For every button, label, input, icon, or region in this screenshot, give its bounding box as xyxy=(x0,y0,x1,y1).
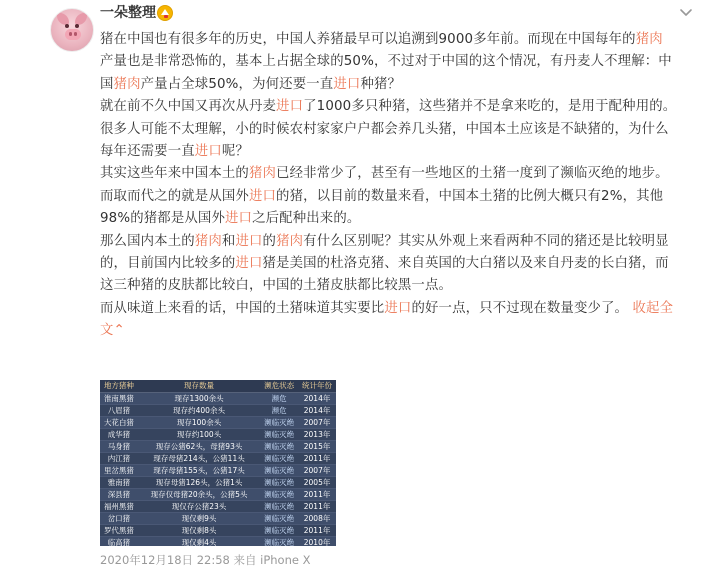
table-cell: 内江猪 xyxy=(100,452,138,464)
table-cell: 现仅剩9头 xyxy=(138,512,260,524)
table-cell: 2014年 xyxy=(298,404,336,416)
table-cell: 2011年 xyxy=(298,452,336,464)
table-row xyxy=(100,416,336,428)
table-cell: 雅南猪 xyxy=(100,476,138,488)
text-segment: 和 xyxy=(221,233,236,249)
table-cell: 2005年 xyxy=(298,476,336,488)
post-meta: 2020年12月18日 22:58 来自 iPhone X xyxy=(100,553,311,567)
text-segment: 这三种猪的皮肤都比较白，中国的土猪皮肤都比较黑一点。 xyxy=(100,278,453,294)
table-row xyxy=(100,476,336,488)
table-cell: 成华猪 xyxy=(100,428,138,440)
table-cell: 濒危 xyxy=(260,404,298,416)
pig-snout xyxy=(65,29,81,40)
text-segment: 很多人可能不太理解，小的时候农村家家户户都会养几头猪，中国本土应该是不缺猪的，为什么 xyxy=(100,121,669,137)
table-cell: 2011年 xyxy=(298,488,336,500)
vip-crown-icon xyxy=(157,5,173,21)
table-cell: 现仅剩4头 xyxy=(138,536,260,546)
table-cell: 岔口猪 xyxy=(100,512,138,524)
table-cell: 濒临灭绝 xyxy=(260,464,298,476)
text-line xyxy=(100,186,700,208)
table-cell: 濒临灭绝 xyxy=(260,488,298,500)
text-line xyxy=(100,74,700,96)
table-cell: 濒临灭绝 xyxy=(260,440,298,452)
table-cell: 里岔黑猪 xyxy=(100,464,138,476)
table-cell: 现仅存公猪23头 xyxy=(138,500,260,512)
table-row xyxy=(100,512,336,524)
table-cell: 现存1300余头 xyxy=(138,392,260,404)
table-cell: 濒临灭绝 xyxy=(260,512,298,524)
text-segment: 国 xyxy=(100,76,114,92)
table-cell: 2008年 xyxy=(298,512,336,524)
table-row xyxy=(100,488,336,500)
table-cell: 2007年 xyxy=(298,416,336,428)
text-segment: 的 xyxy=(262,233,277,249)
table-cell: 现存母猪126头，公猪1头 xyxy=(138,476,260,488)
table-cell: 福州黑猪 xyxy=(100,500,138,512)
keyword-link[interactable]: 进口 xyxy=(225,211,253,227)
table-row xyxy=(100,428,336,440)
keyword-link[interactable]: 猪肉 xyxy=(635,32,663,47)
chevron-down-icon[interactable] xyxy=(678,4,694,20)
table-cell: 淮南黑猪 xyxy=(100,392,138,404)
text-segment: 之后配种出来的。 xyxy=(252,211,361,227)
table-cell: 2011年 xyxy=(298,524,336,536)
table-row xyxy=(100,392,336,404)
keyword-link[interactable]: 进口 xyxy=(333,76,361,92)
pig-eye-right xyxy=(75,24,79,28)
keyword-link[interactable]: 进口 xyxy=(248,188,277,204)
pig-eye-left xyxy=(65,24,69,28)
text-segment: 了1000多只种猪，这些猪并不是拿来吃的，是用于配种用的。 xyxy=(303,99,677,115)
text-line xyxy=(100,96,700,118)
post-image-thumbnail[interactable] xyxy=(100,380,336,546)
table-row xyxy=(100,452,336,464)
text-segment: 产量也是非常恐怖的，基本上占据全球的50%，不过对于中国的这个情况，有丹麦人不理解：中 xyxy=(100,54,672,70)
text-line xyxy=(100,231,700,253)
text-line xyxy=(100,298,700,320)
table-cell: 现仅剩8头 xyxy=(138,524,260,536)
table-cell: 濒临灭绝 xyxy=(260,476,298,488)
table-cell: 濒临灭绝 xyxy=(260,536,298,546)
text-line xyxy=(100,163,700,185)
text-segment: 有什么区别呢？其实从外观上来看两种不同的猪还是比较明显 xyxy=(303,233,669,249)
table-header-row xyxy=(100,380,336,392)
text-segment: 而从味道上来看的话，中国的土猪味道其实要比 xyxy=(100,300,385,316)
text-segment: 的猪，以目前的数量来看，中国本土猪的比例大概只有2%，其他 xyxy=(276,188,664,204)
keyword-link[interactable]: 进口 xyxy=(235,255,263,271)
text-segment: 种猪？ xyxy=(360,76,402,92)
table-cell: 2010年 xyxy=(298,536,336,546)
table-cell: 濒临灭绝 xyxy=(260,428,298,440)
table-header-cell: 地方猪种 xyxy=(100,380,138,392)
keyword-link[interactable]: 进口 xyxy=(194,143,222,159)
text-segment: 每年还需要一直 xyxy=(100,143,195,159)
text-line xyxy=(100,275,700,297)
table-cell: 濒临灭绝 xyxy=(260,416,298,428)
table-cell: 马身猪 xyxy=(100,440,138,452)
keyword-link[interactable]: 猪肉 xyxy=(194,233,222,249)
text-segment: 猪是美国的杜洛克猪、来自英国的大白猪以及来自丹麦的长白猪，而 xyxy=(262,255,669,271)
text-segment: 已经非常少了，甚至有一些地区的土猪一度到了濒临灭绝的地步。 xyxy=(276,166,669,182)
text-line xyxy=(100,320,700,342)
collapse-full-text-link[interactable]: 收起全 xyxy=(632,300,674,316)
text-segment: 其实这些年来中国本土的 xyxy=(100,166,249,182)
avatar[interactable] xyxy=(50,8,94,52)
text-line xyxy=(100,253,700,275)
keyword-link[interactable]: 进口 xyxy=(276,99,304,115)
table-cell: 濒临灭绝 xyxy=(260,452,298,464)
table-cell: 2013年 xyxy=(298,428,336,440)
table-header-cell: 濒危状态 xyxy=(260,380,298,392)
text-segment: 产量占全球50%，为何还要一直 xyxy=(140,76,334,92)
text-line xyxy=(100,29,700,51)
table-row xyxy=(100,500,336,512)
table-cell: 濒临灭绝 xyxy=(260,524,298,536)
table-cell: 大花白猪 xyxy=(100,416,138,428)
keyword-link[interactable]: 进口 xyxy=(384,300,412,316)
endangered-pig-table xyxy=(100,380,336,546)
keyword-link[interactable]: 猪肉 xyxy=(248,166,277,182)
table-cell: 2011年 xyxy=(298,500,336,512)
keyword-link[interactable]: 猪肉 xyxy=(113,76,141,92)
table-header-cell: 现存数量 xyxy=(138,380,260,392)
table-cell: 濒危 xyxy=(260,392,298,404)
table-row xyxy=(100,536,336,546)
table-cell: 现存仅母猪20余头，公猪5头 xyxy=(138,488,260,500)
text-segment: 那么国内本土的 xyxy=(100,233,195,249)
table-row xyxy=(100,464,336,476)
table-row xyxy=(100,440,336,452)
table-cell: 现存约400余头 xyxy=(138,404,260,416)
text-segment: 的，目前国内比较多的 xyxy=(100,255,236,271)
table-cell: 现存约100头 xyxy=(138,428,260,440)
collapse-full-text-link[interactable]: ⌃ xyxy=(113,323,125,339)
text-segment: 的好一点，只不过现在数量变少了。 xyxy=(411,300,633,316)
table-cell: 濒临灭绝 xyxy=(260,500,298,512)
keyword-link[interactable]: 猪肉 xyxy=(276,233,304,249)
table-cell: 2014年 xyxy=(298,392,336,404)
text-line xyxy=(100,141,700,163)
text-line xyxy=(100,119,700,141)
table-cell: 2015年 xyxy=(298,440,336,452)
table-cell: 2007年 xyxy=(298,464,336,476)
text-line xyxy=(100,208,700,230)
text-segment: 呢？ xyxy=(221,143,249,159)
text-segment: 就在前不久中国又再次从丹麦 xyxy=(100,99,277,115)
table-cell: 现存母猪155头，公猪17头 xyxy=(138,464,260,476)
keyword-link[interactable]: 进口 xyxy=(235,233,263,249)
table-cell: 罗代黑猪 xyxy=(100,524,138,536)
text-segment: 猪在中国也有很多年的历史，中国人养猪最早可以追溯到9000多年前。而现在中国每年的 xyxy=(100,32,636,47)
username-link[interactable]: 一朵整理 xyxy=(100,5,156,21)
text-line xyxy=(100,51,700,73)
table-header-cell: 统计年份 xyxy=(298,380,336,392)
text-segment: 而取而代之的就是从国外 xyxy=(100,188,249,204)
table-cell: 现存母猪214头，公猪11头 xyxy=(138,452,260,464)
collapse-full-text-link[interactable]: 文 xyxy=(100,323,114,339)
text-segment: 98%的猪都是从国外 xyxy=(100,211,225,227)
table-cell: 八眉猪 xyxy=(100,404,138,416)
table-row xyxy=(100,404,336,416)
table-cell: 临高猪 xyxy=(100,536,138,546)
table-cell: 深县猪 xyxy=(100,488,138,500)
post-text xyxy=(100,29,700,342)
table-cell: 现存100余头 xyxy=(138,416,260,428)
table-cell: 现存公猪62头，母猪93头 xyxy=(138,440,260,452)
table-row xyxy=(100,524,336,536)
